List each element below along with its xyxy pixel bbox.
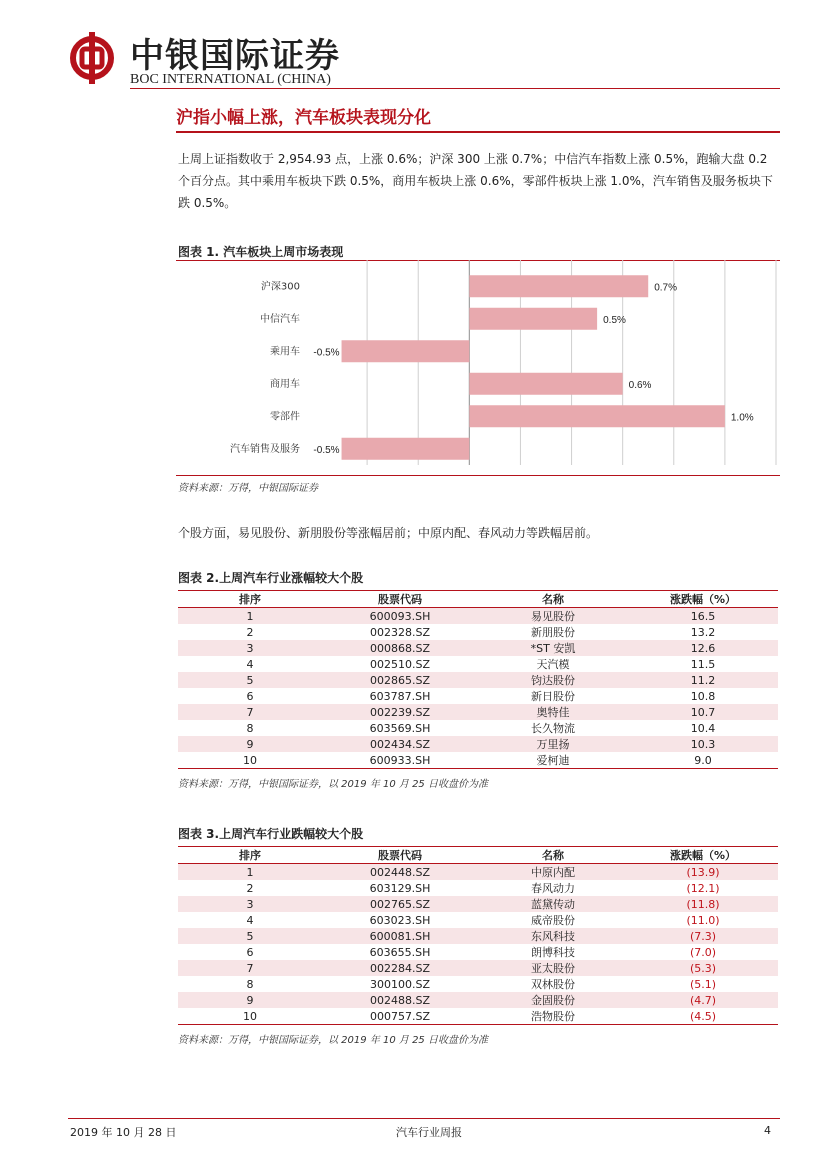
chart-category-label: 乘用车 bbox=[270, 346, 300, 358]
table-cell: 603787.SH bbox=[369, 689, 431, 703]
table-row bbox=[178, 656, 778, 672]
table-cell: 600081.SH bbox=[322, 928, 478, 944]
table-cell: 双林股份 bbox=[531, 978, 575, 991]
figure1-source: 资料来源：万得，中银国际证券 bbox=[178, 483, 318, 494]
figure1-title: 图表 1. 汽车板块上周市场表现 bbox=[178, 245, 344, 259]
table-row bbox=[178, 672, 778, 688]
chart-bar bbox=[342, 438, 470, 460]
column-header: 股票代码 bbox=[322, 847, 478, 864]
table-cell: 新朋股份 bbox=[531, 626, 575, 639]
table-cell: 10.8 bbox=[690, 689, 716, 703]
chart-category-label: 沪深300 bbox=[260, 281, 300, 293]
table-cell: 13.2 bbox=[690, 625, 716, 639]
table-cell: 16.5 bbox=[628, 608, 778, 625]
table-cell: (4.7) bbox=[628, 992, 778, 1008]
table-cell: (5.3) bbox=[628, 960, 778, 976]
table-cell: 002865.SZ bbox=[322, 672, 478, 688]
table-cell: 000757.SZ bbox=[322, 1008, 478, 1025]
boc-logo-icon bbox=[70, 30, 114, 86]
table-cell: 钧达股份 bbox=[478, 672, 628, 688]
chart-category-label: 中信汽车 bbox=[260, 313, 300, 325]
table-cell: 奥特佳 bbox=[478, 704, 628, 720]
table-cell: 000868.SZ bbox=[322, 640, 478, 656]
footer-title: 汽车行业周报 bbox=[396, 1126, 462, 1139]
table-cell: 9 bbox=[178, 736, 322, 752]
table-row bbox=[178, 928, 778, 944]
table-header-row bbox=[178, 591, 778, 608]
table-cell: 002239.SZ bbox=[322, 704, 478, 720]
table-cell: (5.1) bbox=[689, 977, 717, 991]
table-cell: (7.3) bbox=[628, 928, 778, 944]
table-cell: 5 bbox=[178, 672, 322, 688]
chart-bar bbox=[469, 308, 597, 330]
table-row bbox=[178, 688, 778, 704]
chart-value-label: 0.7% bbox=[654, 282, 678, 294]
column-header: 排序 bbox=[178, 847, 322, 864]
table-cell: 10 bbox=[178, 1008, 322, 1025]
table-row bbox=[178, 864, 778, 881]
table-row bbox=[178, 736, 778, 752]
header-divider bbox=[130, 88, 780, 89]
table-cell: 3 bbox=[178, 640, 322, 656]
table-cell: 002510.SZ bbox=[369, 657, 430, 671]
table-cell: 600933.SH bbox=[322, 752, 478, 769]
table-row bbox=[178, 752, 778, 769]
table-cell: 长久物流 bbox=[531, 722, 575, 735]
table-row bbox=[178, 720, 778, 736]
table-cell: (11.8) bbox=[628, 896, 778, 912]
table-cell: 春风动力 bbox=[531, 882, 575, 895]
chart-value-label: -0.5% bbox=[313, 444, 340, 456]
brand-name-en: BOC INTERNATIONAL (CHINA) bbox=[130, 72, 331, 87]
chart-bar bbox=[469, 275, 648, 297]
table-cell: 2 bbox=[246, 881, 254, 895]
table3-title: 图表 3.上周汽车行业跌幅较大个股 bbox=[178, 827, 364, 841]
table-cell: 002284.SZ bbox=[322, 960, 478, 976]
table-cell: 10.7 bbox=[628, 704, 778, 720]
table-cell: 603569.SH bbox=[369, 721, 431, 735]
column-header: 股票代码 bbox=[322, 591, 478, 608]
table-cell: 002488.SZ bbox=[322, 992, 478, 1008]
table-cell: 易见股份 bbox=[478, 608, 628, 625]
table-row bbox=[178, 608, 778, 625]
table-cell: 东风科技 bbox=[478, 928, 628, 944]
table-cell: 9 bbox=[178, 992, 322, 1008]
table-cell: 002328.SZ bbox=[369, 625, 430, 639]
sector-performance-chart bbox=[176, 260, 780, 472]
losers-table bbox=[178, 846, 778, 1025]
table-row bbox=[178, 976, 778, 992]
section-title: 沪指小幅上涨，汽车板块表现分化 bbox=[176, 108, 431, 128]
table-cell: 10.3 bbox=[628, 736, 778, 752]
table-cell: 天汽模 bbox=[536, 658, 570, 671]
table-cell: 12.6 bbox=[628, 640, 778, 656]
table-cell: 金固股份 bbox=[478, 992, 628, 1008]
table-cell: 蓝黛传动 bbox=[478, 896, 628, 912]
table-cell: 603655.SH bbox=[369, 945, 431, 959]
table-row bbox=[178, 640, 778, 656]
figure1-bottom-rule bbox=[176, 475, 780, 476]
footer-divider bbox=[68, 1118, 780, 1119]
table-cell: 300100.SZ bbox=[369, 977, 430, 991]
table-cell: 9.0 bbox=[628, 752, 778, 769]
brand-name-cn: 中银国际证券 bbox=[130, 36, 340, 76]
table-cell: 1 bbox=[178, 608, 322, 625]
table-cell: (4.5) bbox=[628, 1008, 778, 1025]
table-cell: (11.0) bbox=[686, 913, 720, 927]
table-cell: 中原内配 bbox=[478, 864, 628, 881]
table3-source: 资料来源：万得，中银国际证券，以 2019 年 10 月 25 日收盘价为准 bbox=[178, 1035, 488, 1046]
table-row bbox=[178, 912, 778, 928]
chart-category-label: 零部件 bbox=[270, 411, 300, 423]
table-cell: 10.4 bbox=[690, 721, 716, 735]
table-cell: *ST 安凯 bbox=[478, 640, 628, 656]
table-cell: 002448.SZ bbox=[322, 864, 478, 881]
table-cell: 爱柯迪 bbox=[478, 752, 628, 769]
chart-category-label: 汽车销售及服务 bbox=[230, 443, 300, 455]
table-cell: 6 bbox=[246, 945, 254, 959]
table-cell: (12.1) bbox=[686, 881, 720, 895]
table-cell: 600093.SH bbox=[322, 608, 478, 625]
chart-value-label: -0.5% bbox=[313, 347, 340, 359]
column-header: 名称 bbox=[478, 847, 628, 864]
table-cell: 7 bbox=[178, 960, 322, 976]
table-cell: 603023.SH bbox=[369, 913, 431, 927]
table-cell: 10 bbox=[178, 752, 322, 769]
stock-summary-paragraph: 个股方面，易见股份、新朋股份等涨幅居前；中原内配、春风动力等跌幅居前。 bbox=[178, 526, 599, 540]
column-header: 涨跌幅（%） bbox=[628, 591, 778, 608]
table-cell: 威帝股份 bbox=[531, 914, 575, 927]
chart-category-label: 商用车 bbox=[270, 378, 300, 390]
table-cell: 新日股份 bbox=[531, 690, 575, 703]
column-header: 名称 bbox=[478, 591, 628, 608]
table-row bbox=[178, 1008, 778, 1025]
table-row bbox=[178, 896, 778, 912]
column-header: 排序 bbox=[178, 591, 322, 608]
table-cell: 002434.SZ bbox=[322, 736, 478, 752]
chart-value-label: 1.0% bbox=[730, 412, 754, 424]
table-cell: 5 bbox=[178, 928, 322, 944]
table-row bbox=[178, 624, 778, 640]
chart-bar bbox=[342, 340, 470, 362]
table-cell: 8 bbox=[246, 721, 254, 735]
table-row bbox=[178, 880, 778, 896]
table-cell: 7 bbox=[178, 704, 322, 720]
table-cell: 002765.SZ bbox=[322, 896, 478, 912]
table-cell: 浩物股份 bbox=[478, 1008, 628, 1025]
column-header: 涨跌幅（%） bbox=[628, 847, 778, 864]
table-header-row bbox=[178, 847, 778, 864]
market-summary-paragraph: 上周上证指数收于 2,954.93 点，上涨 0.6%；沪深 300 上涨 0.7%；中信汽车指数上涨 0.5%，跑输大盘 0.2 个百分点。其中乘用车板块下跌 0.5%，商用车板块上涨 0.6%，零部件板块上涨 1.0%，汽车销售及服务板块下跌 0.5%。 bbox=[178, 152, 773, 210]
chart-value-label: 0.6% bbox=[628, 379, 652, 391]
table-cell: 6 bbox=[246, 689, 254, 703]
table-cell: 1 bbox=[178, 864, 322, 881]
table-cell: 4 bbox=[246, 913, 254, 927]
footer-date: 2019 年 10 月 28 日 bbox=[70, 1126, 177, 1139]
table-cell: 亚太股份 bbox=[478, 960, 628, 976]
table-row bbox=[178, 992, 778, 1008]
chart-value-label: 0.5% bbox=[603, 314, 626, 326]
table2-title: 图表 2.上周汽车行业涨幅较大个股 bbox=[178, 571, 364, 585]
table-cell: 2 bbox=[246, 625, 254, 639]
table-cell: 603129.SH bbox=[369, 881, 431, 895]
table-cell: (7.0) bbox=[689, 945, 717, 959]
table-cell: 朗博科技 bbox=[531, 946, 575, 959]
chart-bar bbox=[469, 373, 622, 395]
chart-bar bbox=[469, 405, 725, 427]
page-number: 4 bbox=[764, 1124, 771, 1137]
table-cell: 万里扬 bbox=[478, 736, 628, 752]
table-row bbox=[178, 704, 778, 720]
section-divider bbox=[176, 131, 780, 133]
table-cell: 3 bbox=[178, 896, 322, 912]
table-cell: 11.5 bbox=[690, 657, 716, 671]
table2-source: 资料来源：万得，中银国际证券，以 2019 年 10 月 25 日收盘价为准 bbox=[178, 779, 488, 790]
gainers-table bbox=[178, 590, 778, 769]
table-row bbox=[178, 944, 778, 960]
table-cell: 8 bbox=[246, 977, 254, 991]
table-row bbox=[178, 960, 778, 976]
table-cell: (13.9) bbox=[628, 864, 778, 881]
table-cell: 4 bbox=[246, 657, 254, 671]
table-cell: 11.2 bbox=[628, 672, 778, 688]
